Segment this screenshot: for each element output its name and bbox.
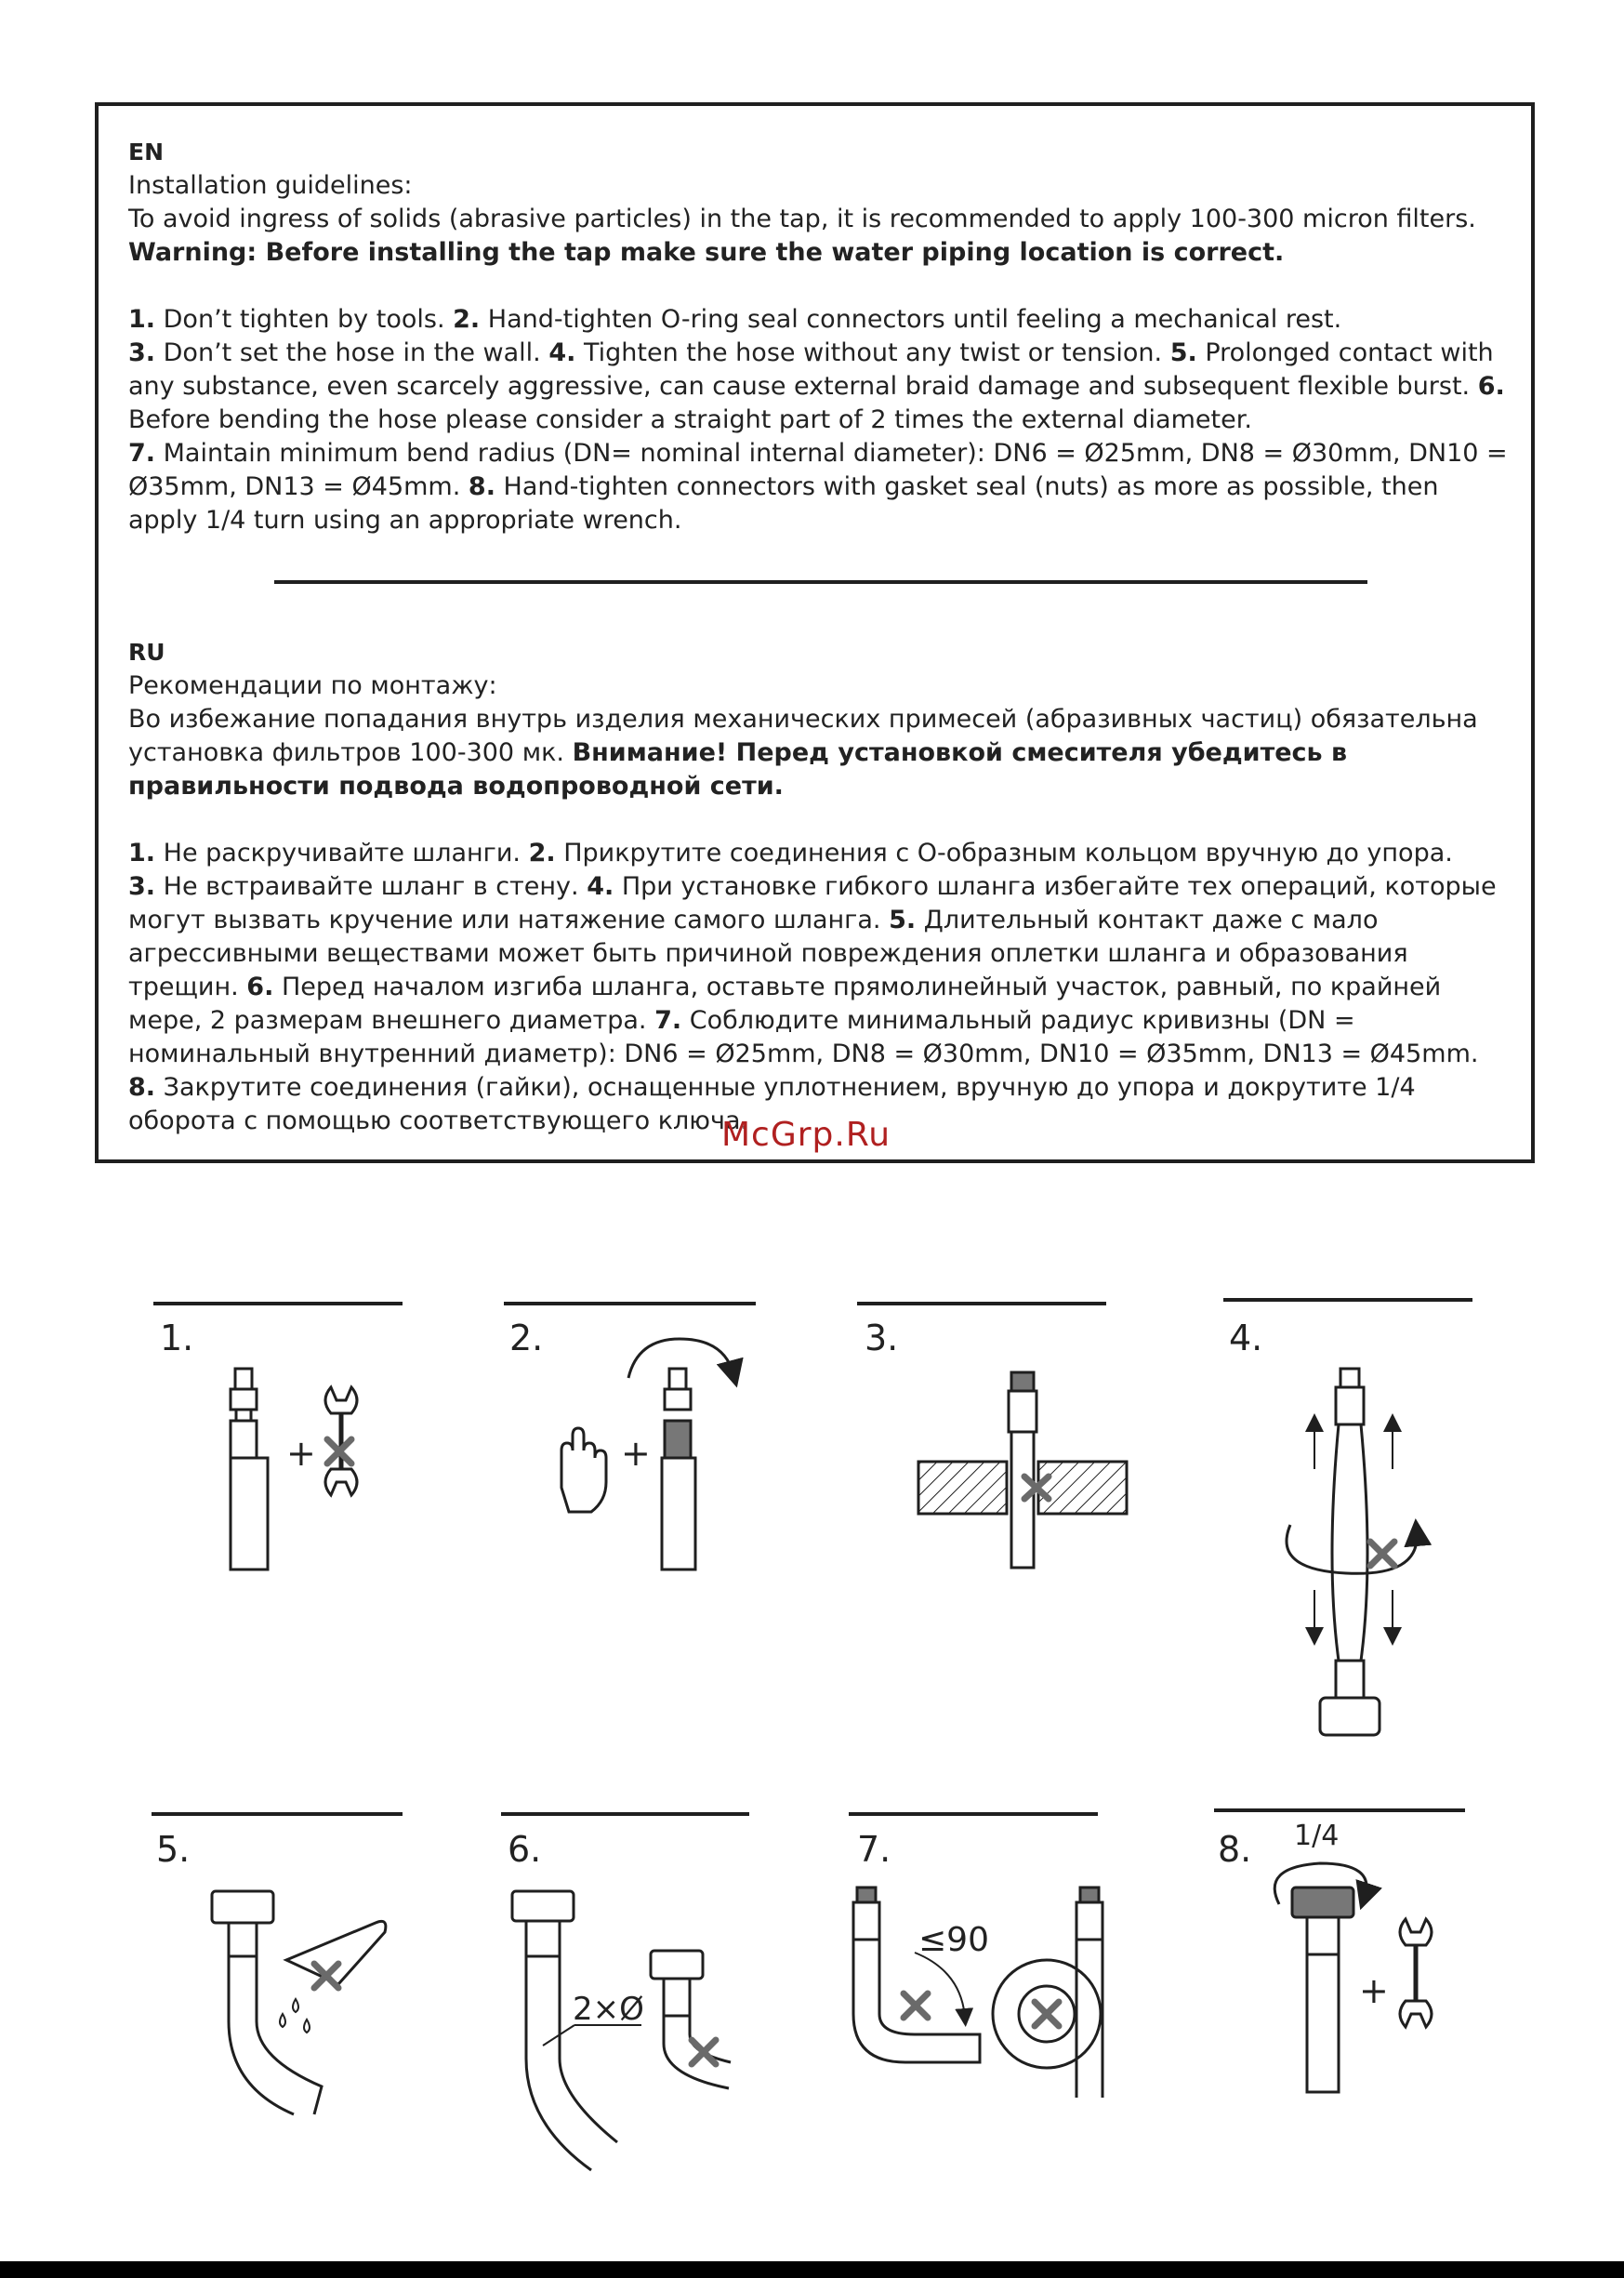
figure-step-3 [857, 1302, 1127, 1568]
ru-step-number: 3. [128, 872, 156, 901]
figure-step-3-label: 3. [865, 1318, 899, 1358]
figure-step-4 [1223, 1298, 1472, 1735]
en-step-text: Don’t tighten by tools. [163, 305, 445, 334]
ru-intro: Во избежание попадания внутрь изделия механических примесей (абразивных частиц) обязательна установка фильтров 100-300 мк. [128, 705, 1478, 767]
en-heading: Installation guidelines: [128, 171, 413, 200]
angle-label: ≤90 [918, 1921, 989, 1959]
en-step-number: 3. [128, 338, 156, 367]
figure-step-5-label: 5. [156, 1829, 191, 1870]
ru-step-text: Перед началом изгиба шланга, оставьте прямолинейный участок, равный, по крайней мере, 2 размерам внешнего диаметра. [128, 973, 1442, 1035]
figure-step-1-label: 1. [160, 1318, 194, 1358]
figure-step-6 [501, 1812, 749, 2170]
en-step-text: Before bending the hose please consider a straight part of 2 times the external diameter. [128, 405, 1252, 434]
en-intro: To avoid ingress of solids (abrasive particles) in the tap, it is recommended to apply 100-300 micron filters. [128, 205, 1476, 233]
en-step-number: 5. [1169, 338, 1197, 367]
en-step-number: 6. [1477, 372, 1505, 401]
ru-language-code: RU [128, 639, 165, 666]
en-step-text: Hand-tighten connectors with gasket seal (nuts) as more as possible, then apply 1/4 turn using an appropriate wrench. [128, 472, 1439, 535]
ru-step-text: Прикрутите соединения с О-образным кольцом вручную до упора. [563, 839, 1453, 867]
ru-step-text: Не раскручивайте шланги. [163, 839, 521, 867]
en-step-number: 4. [548, 338, 576, 367]
ru-step-text: При установке гибкого шланга избегайте тех операций, которые могут вызвать кручение или натяжение самого шланга. [128, 872, 1497, 934]
hose-icon [1292, 1887, 1353, 2092]
figure-step-5 [152, 1812, 403, 2114]
cross-icon [904, 1993, 928, 2018]
plus-sign: + [621, 1433, 651, 1474]
bent-hose-icon [212, 1891, 322, 2114]
en-step-number: 2. [453, 305, 481, 334]
hand-icon [561, 1428, 606, 1512]
hose-icon [1009, 1372, 1036, 1568]
drops-icon [280, 1999, 310, 2033]
en-step-text: Hand-tighten O-ring seal connectors until feeling a mechanical rest. [487, 305, 1342, 334]
hose-icon [231, 1369, 268, 1569]
wall-icon [918, 1462, 1127, 1514]
elbow-hose-icon [853, 1887, 980, 2062]
figure-step-1 [153, 1302, 403, 1569]
ru-step-text: Соблюдите минимальный радиус кривизны (DN = номинальный внутренний диаметр): DN6 = Ø25mm, DN8 = Ø30mm, DN10 = Ø35mm, DN13 = Ø45mm. [128, 1006, 1479, 1068]
en-step-text: Tighten the hose without any twist or tension. [583, 338, 1163, 367]
figure-step-7-label: 7. [857, 1829, 891, 1870]
looped-hose-icon [993, 1887, 1102, 2098]
hose-icon [662, 1369, 695, 1569]
bottle-icon [286, 1921, 386, 1984]
ru-step-text: Закрутите соединения (гайки), оснащенные уплотнением, вручную до упора и докрутите 1/4 оборота с помощью соответствующего ключа. [128, 1073, 1416, 1135]
ru-step-number: 5. [889, 906, 917, 934]
figure-step-4-label: 4. [1229, 1318, 1263, 1358]
short-bent-hose-icon [651, 1951, 731, 2088]
figure-step-8-label: 8. [1218, 1829, 1252, 1870]
wrench-icon [1400, 1919, 1432, 2027]
en-step-number: 1. [128, 305, 156, 334]
ru-step-number: 4. [587, 872, 614, 901]
cross-icon [1035, 2002, 1059, 2026]
page-bottom-bar [0, 2261, 1624, 2278]
plus-sign: + [1359, 1970, 1389, 2011]
ru-step-text: Длительный контакт даже с мало агрессивными веществами может быть причиной повреждения оплетки шланга и образования трещин. [128, 906, 1408, 1001]
hose-icon [1320, 1369, 1380, 1735]
figure-step-7 [849, 1812, 1102, 2098]
ru-step-number: 2. [528, 839, 556, 867]
en-step-number: 8. [468, 472, 495, 501]
en-warning: Warning: Before installing the tap make sure the water piping location is correct. [128, 238, 1285, 267]
figure-step-6-label: 6. [508, 1829, 542, 1870]
diameter-label: 2×Ø [573, 1991, 644, 2028]
ru-step-number: 6. [246, 973, 274, 1001]
ru-step-number: 8. [128, 1073, 156, 1102]
cross-icon [1370, 1542, 1394, 1566]
figure-step-2 [504, 1302, 756, 1569]
ru-step-number: 1. [128, 839, 156, 867]
figure-step-2-label: 2. [509, 1318, 544, 1358]
ru-step-text: Не встраивайте шланг в стену. [163, 872, 579, 901]
plus-sign: + [286, 1433, 316, 1474]
figure-step-8 [1214, 1808, 1465, 2092]
en-step-text: Maintain minimum bend radius (DN= nominal internal diameter): DN6 = Ø25mm, DN8 = Ø30mm, DN10 = Ø35mm, DN13 = Ø45mm. [128, 439, 1508, 501]
en-step-text: Prolonged contact with any substance, even scarcely aggressive, can cause external braid damage and subsequent flexible burst. [128, 338, 1494, 401]
en-step-text: Don’t set the hose in the wall. [163, 338, 541, 367]
watermark: McGrp.Ru [721, 1116, 891, 1154]
en-language-code: EN [128, 139, 165, 166]
ru-heading: Рекомендации по монтажу: [128, 671, 497, 700]
quarter-turn-label: 1/4 [1294, 1820, 1340, 1852]
en-step-number: 7. [128, 439, 156, 468]
ru-step-number: 7. [654, 1006, 682, 1035]
rotation-arrow-icon [628, 1339, 733, 1378]
ru-warning: Внимание! Перед установкой смесителя убедитесь в правильности подвода водопроводной сети. [128, 738, 1348, 801]
cross-icon [692, 2040, 716, 2064]
